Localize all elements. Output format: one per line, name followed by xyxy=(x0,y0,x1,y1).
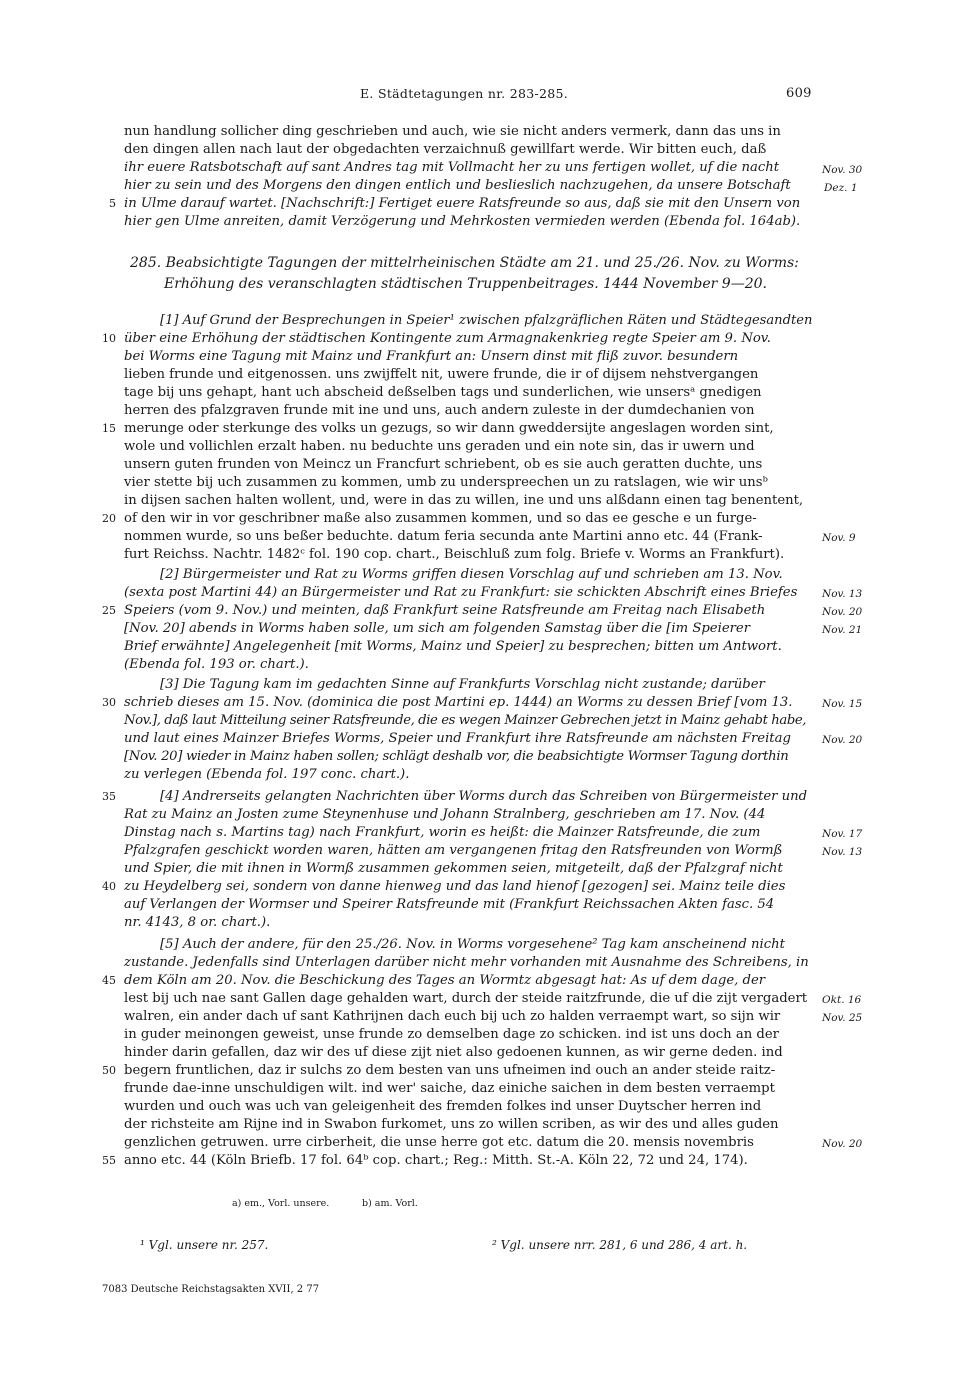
margin-date: Nov. 25 xyxy=(822,1012,863,1024)
body-line: tage bij uns gehapt, hant uch abscheid deßselben tags und sunderlichen, wie unsersᵃ gnedigen xyxy=(124,385,762,400)
margin-date: Nov. 13 xyxy=(822,846,863,858)
critical-note: b) am. Vorl. xyxy=(362,1198,418,1209)
body-line: lieben frunde und eitgenossen. uns zwijffelt nit, uwere frunde, die ir of dijsem nehstvergangen xyxy=(124,367,759,382)
body-line: anno etc. 44 (Köln Briefb. 17 fol. 64ᵇ cop. chart.; Reg.: Mitth. St.-A. Köln 22, 72 und 24, 174). xyxy=(124,1153,748,1168)
body-line: unsern guten frunden von Meincz un Francfurt schriebent, ob es sie auch geratten duchte, uns xyxy=(124,457,763,472)
body-line: hinder darin gefallen, daz wir des uf diese zijt niet also gedoenen kunnen, as wir gerne deden. ind xyxy=(124,1045,783,1060)
line-number: 20 xyxy=(102,512,116,525)
critical-note: a) em., Vorl. unsere. xyxy=(232,1198,330,1209)
section-title: 285. Beabsichtigte Tagungen der mittelrheinischen Städte am 21. und 25./26. Nov. zu Worms: xyxy=(130,255,799,271)
body-line: in guder meinongen geweist, unse frunde zo demselben dage zo schicken. ind ist uns doch an der xyxy=(124,1027,779,1042)
body-line: der richsteite am Rijne ind in Swabon furkomet, uns zo willen scriben, as wir des und alles guden xyxy=(124,1117,779,1132)
margin-date: Dez. 1 xyxy=(824,182,858,194)
body-line: [5] Auch der andere, für den 25./26. Nov. in Worms vorgesehene² Tag kam anscheinend nicht xyxy=(160,937,785,952)
body-line: wole und vollichlen erzalt haben. nu beduchte uns geraden und ein note sin, das ir uwern und xyxy=(124,439,755,454)
line-number: 45 xyxy=(102,974,116,987)
body-line: hier gen Ulme anreiten, damit Verzögerung und Mehrkosten vermieden werden (Ebenda fol. 164ab). xyxy=(124,214,801,229)
body-line: frunde dae-inne unschuldigen wilt. ind wer' saiche, daz einiche saichen in dem besten verraempt xyxy=(124,1081,775,1096)
body-line: in dijsen sachen halten wollent, und, were in das zu willen, ine und uns alßdann einen tag benentent, xyxy=(124,493,804,508)
body-line: Pfalzgrafen geschickt worden waren, hätten am vergangenen fritag den Ratsfreunden von Wormß xyxy=(124,843,783,858)
body-line: wurden und ouch was uch van geleigenheit des fremden folkes ind unser Duytscher herren ind xyxy=(124,1099,762,1114)
body-line: (sexta post Martini 44) an Bürgermeister und Rat zu Frankfurt: sie schickten Abschrift eines Briefes xyxy=(124,585,798,600)
line-number: 5 xyxy=(109,197,116,210)
margin-date: Nov. 20 xyxy=(822,734,863,746)
body-line: nr. 4143, 8 or. chart.). xyxy=(124,915,271,930)
margin-date: Nov. 20 xyxy=(822,606,863,618)
body-line: lest bij uch nae sant Gallen dage gehalden wart, durch der steide raitzfrunde, die uf die zijt vergadert xyxy=(124,991,808,1006)
body-line: Speiers (vom 9. Nov.) und meinten, daß Frankfurt seine Ratsfreunde am Freitag nach Elisabeth xyxy=(124,603,766,618)
margin-date: Nov. 9 xyxy=(822,532,856,544)
footnote: ¹ Vgl. unsere nr. 257. xyxy=(140,1238,269,1252)
body-line: nun handlung sollicher ding geschrieben und auch, wie sie nicht anders vermerk, dann das uns in xyxy=(124,124,781,139)
margin-date: Okt. 16 xyxy=(822,994,862,1006)
body-line: [Nov. 20] wieder in Mainz haben sollen; schlägt deshalb vor, die beabsichtigte Wormser Tagung dorthin xyxy=(124,749,789,764)
body-line: [4] Andrerseits gelangten Nachrichten über Worms durch das Schreiben von Bürgermeister und xyxy=(160,789,808,804)
body-line: Dinstag nach s. Martins tag) nach Frankfurt, worin es heißt: die Mainzer Ratsfreunde, die zum xyxy=(124,825,761,840)
line-number: 55 xyxy=(102,1154,116,1167)
body-line: in Ulme darauf wartet. [Nachschrift:] Fertiget euere Ratsfreunde so aus, daß sie mit den Unsern von xyxy=(124,196,801,211)
body-line: [2] Bürgermeister und Rat zu Worms griffen diesen Vorschlag auf und schrieben am 13. Nov. xyxy=(160,567,783,582)
line-number: 40 xyxy=(102,880,116,893)
line-number: 50 xyxy=(102,1064,116,1077)
margin-date: Nov. 15 xyxy=(822,698,863,710)
margin-date: Nov. 21 xyxy=(822,624,863,636)
body-line: zustande. Jedenfalls sind Unterlagen darüber nicht mehr vorhanden mit Ausnahme des Schreibens, in xyxy=(124,955,809,970)
margin-date: Nov. 30 xyxy=(822,164,863,176)
body-line: dem Köln am 20. Nov. die Beschickung des Tages an Wormtz abgesagt hat: As uf dem dage, der xyxy=(124,973,766,988)
running-title: E. Städtetagungen nr. 283-285. xyxy=(360,86,569,101)
body-line: [Nov. 20] abends in Worms haben solle, um sich am folgenden Samstag über die [im Speierer xyxy=(124,621,751,636)
body-line: furt Reichss. Nachtr. 1482ᶜ fol. 190 cop. chart., Beischluß zum folg. Briefe v. Worms an Frankfurt). xyxy=(124,547,785,562)
imprint: 7083 Deutsche Reichstagsakten XVII, 2 77 xyxy=(102,1284,320,1295)
body-line: herren des pfalzgraven frunde mit ine und uns, auch andern zuleste in der dumdechanien von xyxy=(124,403,755,418)
body-line: zu verlegen (Ebenda fol. 197 conc. chart.). xyxy=(124,767,410,782)
body-line: auf Verlangen der Wormser und Speirer Ratsfreunde mit (Frankfurt Reichssachen Akten fasc. 54 xyxy=(124,897,775,912)
body-line: zu Heydelberg sei, sondern von danne hienweg und das land hienof [gezogen] sei. Mainz teile dies xyxy=(124,879,786,894)
body-line: [1] Auf Grund der Besprechungen in Speier¹ zwischen pfalzgräflichen Räten und Städtegesandten xyxy=(160,313,813,328)
line-number: 10 xyxy=(102,332,116,345)
line-number: 25 xyxy=(102,604,116,617)
body-line: (Ebenda fol. 193 or. chart.). xyxy=(124,657,309,672)
body-line: Nov.], daß laut Mitteilung seiner Ratsfreunde, die es wegen Mainzer Gebrechen jetzt in Mainz gehabt habe, xyxy=(124,713,807,728)
body-line: schrieb dieses am 15. Nov. (dominica die post Martini ep. 1444) an Worms zu dessen Brief [vom 13. xyxy=(124,695,793,710)
line-number: 15 xyxy=(102,422,116,435)
body-line: merunge oder sterkunge des volks un gezugs, so wir dann gweddersijte angeslagen worden sint, xyxy=(124,421,774,436)
footnote: ² Vgl. unsere nrr. 281, 6 und 286, 4 art. h. xyxy=(492,1238,748,1252)
line-number: 30 xyxy=(102,696,116,709)
section-title: Erhöhung des veranschlagten städtischen Truppenbeitrages. 1444 November 9—20. xyxy=(164,276,767,292)
body-line: bei Worms eine Tagung mit Mainz und Frankfurt an: Unsern dinst mit fliß zuvor. besundern xyxy=(124,349,739,364)
body-line: und Spier, die mit ihnen in Wormß zusammen gekommen seien, mitgeteilt, daß der Pfalzgraf nicht xyxy=(124,861,783,876)
body-line: ihr euere Ratsbotschaft auf sant Andres tag mit Vollmacht her zu uns fertigen wollet, uf die nacht xyxy=(124,160,780,175)
body-line: genzlichen getruwen. urre cirberheit, die unse herre got etc. datum die 20. mensis novembris xyxy=(124,1135,754,1150)
body-line: vier stette bij uch zusammen zu kommen, umb zu underspreechen un zu ratslagen, wie wir unsᵇ xyxy=(124,475,768,490)
body-line: nommen wurde, so uns beßer beduchte. datum feria secunda ante Martini anno etc. 44 (Frank- xyxy=(124,529,763,544)
body-line: begern fruntlichen, daz ir sulchs zo dem besten van uns ufneimen ind ouch an ander steide raitz- xyxy=(124,1063,776,1078)
body-line: über eine Erhöhung der städtischen Kontingente zum Armagnakenkrieg regte Speier am 9. Nov. xyxy=(124,331,771,346)
body-line: den dingen allen nach laut der obgedachten verzaichnuß gewillfart werde. Wir bitten euch, daß xyxy=(124,142,767,157)
margin-date: Nov. 17 xyxy=(822,828,863,840)
body-line: Rat zu Mainz an Josten zume Steynenhuse und Johann Stralnberg, geschrieben am 17. Nov. (44 xyxy=(124,807,766,822)
body-line: [3] Die Tagung kam im gedachten Sinne auf Frankfurts Vorschlag nicht zustande; darüber xyxy=(160,677,765,692)
body-line: walren, ein ander dach uf sant Kathrijnen dach euch bij uch zo halden verraempt wart, so sijn wir xyxy=(124,1009,781,1024)
body-line: Brief erwähnte] Angelegenheit [mit Worms, Mainz und Speier] zu besprechen; bitten um Antwort. xyxy=(124,639,782,654)
page-number: 609 xyxy=(786,86,812,101)
margin-date: Nov. 13 xyxy=(822,588,863,600)
body-line: und laut eines Mainzer Briefes Worms, Speier und Frankfurt ihre Ratsfreunde am nächsten Freitag xyxy=(124,731,791,746)
body-line: hier zu sein und des Morgens den dingen entlich und beslieslich nachzugehen, da unsere Botschaft xyxy=(124,178,791,193)
line-number: 35 xyxy=(102,790,116,803)
body-line: of den wir in vor geschribner maße also zusammen kommen, und so das ee gesche e un furge- xyxy=(124,511,757,526)
margin-date: Nov. 20 xyxy=(822,1138,863,1150)
